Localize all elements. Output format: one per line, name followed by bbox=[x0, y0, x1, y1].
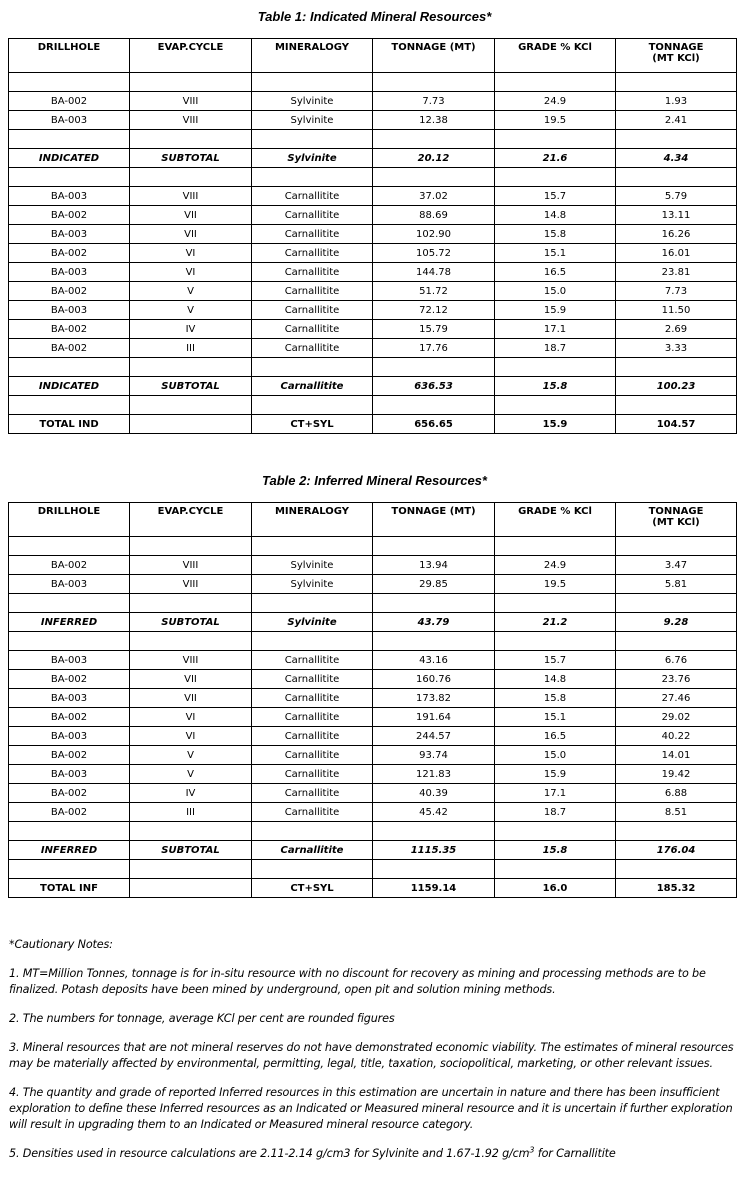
cell-evap-cycle: VI bbox=[130, 244, 252, 263]
table-row bbox=[9, 111, 737, 130]
table-row bbox=[9, 556, 737, 575]
cell-evap-cycle: SUBTOTAL bbox=[130, 613, 252, 632]
cell-tonnage-mt-kcl: 27.46 bbox=[616, 689, 737, 708]
cell-grade-kcl: 15.1 bbox=[495, 244, 616, 263]
cell-grade-kcl: 24.9 bbox=[495, 556, 616, 575]
table-row bbox=[9, 282, 737, 301]
cell-grade-kcl bbox=[495, 396, 616, 415]
cell-evap-cycle: VI bbox=[130, 263, 252, 282]
cell-evap-cycle: VIII bbox=[130, 575, 252, 594]
note-1: 1. MT=Million Tonnes, tonnage is for in-situ resource with no discount for recovery as mining and processing methods are to be finalized. Potash deposits have been mined by underground, open pit and solution mining methods. bbox=[9, 967, 706, 996]
cell-mineralogy bbox=[252, 632, 373, 651]
cell-tonnage-mt: 37.02 bbox=[373, 187, 495, 206]
cell-tonnage-mt: 656.65 bbox=[373, 415, 495, 434]
total-row bbox=[9, 879, 737, 898]
cell-tonnage-mt-kcl: 9.28 bbox=[616, 613, 737, 632]
table-row bbox=[9, 225, 737, 244]
cell-tonnage-mt bbox=[373, 168, 495, 187]
cell-tonnage-mt: 1115.35 bbox=[373, 841, 495, 860]
total-row bbox=[9, 415, 737, 434]
cell-tonnage-mt: 17.76 bbox=[373, 339, 495, 358]
table-row bbox=[9, 708, 737, 727]
cell-tonnage-mt: 121.83 bbox=[373, 765, 495, 784]
cell-drillhole bbox=[9, 594, 130, 613]
cell-mineralogy bbox=[252, 537, 373, 556]
cell-mineralogy: Carnallitite bbox=[252, 784, 373, 803]
table1-title: Table 1: Indicated Mineral Resources* bbox=[257, 9, 492, 24]
cell-tonnage-mt: 45.42 bbox=[373, 803, 495, 822]
cell-tonnage-mt-kcl: 40.22 bbox=[616, 727, 737, 746]
cell-tonnage-mt-kcl bbox=[616, 632, 737, 651]
cell-drillhole: BA-003 bbox=[9, 111, 130, 130]
cell-tonnage-mt-kcl bbox=[616, 860, 737, 879]
cell-drillhole: BA-002 bbox=[9, 670, 130, 689]
cell-tonnage-mt bbox=[373, 73, 495, 92]
cell-mineralogy: Carnallitite bbox=[252, 263, 373, 282]
cell-drillhole bbox=[9, 860, 130, 879]
cell-tonnage-mt-kcl: 104.57 bbox=[616, 415, 737, 434]
cell-evap-cycle: VIII bbox=[130, 92, 252, 111]
cell-evap-cycle: IV bbox=[130, 320, 252, 339]
cell-tonnage-mt-kcl: 2.69 bbox=[616, 320, 737, 339]
table-row bbox=[9, 803, 737, 822]
cell-mineralogy bbox=[252, 594, 373, 613]
cell-mineralogy: Carnallitite bbox=[252, 301, 373, 320]
header-mineralogy: MINERALOGY bbox=[252, 39, 373, 73]
cell-tonnage-mt: 43.16 bbox=[373, 651, 495, 670]
cell-evap-cycle bbox=[130, 130, 252, 149]
cell-mineralogy: Carnallitite bbox=[252, 377, 373, 396]
cell-mineralogy: Carnallitite bbox=[252, 187, 373, 206]
cell-mineralogy bbox=[252, 358, 373, 377]
cell-tonnage-mt: 43.79 bbox=[373, 613, 495, 632]
cell-tonnage-mt-kcl bbox=[616, 358, 737, 377]
table-row bbox=[9, 206, 737, 225]
header-mineralogy: MINERALOGY bbox=[252, 503, 373, 537]
cell-drillhole bbox=[9, 130, 130, 149]
cell-mineralogy: Carnallitite bbox=[252, 225, 373, 244]
cell-tonnage-mt: 636.53 bbox=[373, 377, 495, 396]
cell-grade-kcl: 15.0 bbox=[495, 746, 616, 765]
cell-drillhole: BA-003 bbox=[9, 575, 130, 594]
blank-row bbox=[9, 130, 737, 149]
cell-grade-kcl bbox=[495, 537, 616, 556]
cell-tonnage-mt-kcl bbox=[616, 822, 737, 841]
table-row bbox=[9, 746, 737, 765]
cell-grade-kcl bbox=[495, 632, 616, 651]
cell-tonnage-mt bbox=[373, 822, 495, 841]
cell-drillhole: BA-003 bbox=[9, 765, 130, 784]
header-evap-cycle: EVAP.CYCLE bbox=[130, 39, 252, 73]
cell-tonnage-mt-kcl bbox=[616, 594, 737, 613]
cell-grade-kcl: 17.1 bbox=[495, 784, 616, 803]
cell-drillhole: BA-003 bbox=[9, 651, 130, 670]
cell-mineralogy bbox=[252, 396, 373, 415]
cell-tonnage-mt: 20.12 bbox=[373, 149, 495, 168]
cell-mineralogy: Carnallitite bbox=[252, 670, 373, 689]
cell-grade-kcl bbox=[495, 822, 616, 841]
cell-drillhole: BA-002 bbox=[9, 784, 130, 803]
note-4: 4. The quantity and grade of reported Inferred resources in this estimation are uncertain in nature and there has been insufficient exploration to define these Inferred resources as an Indicated or Measured mineral resource and it is uncertain if further exploration will result in upgrading them to an Indicated or Measured mineral resource category. bbox=[9, 1086, 733, 1131]
cell-drillhole: INFERRED bbox=[9, 841, 130, 860]
cell-drillhole: BA-002 bbox=[9, 244, 130, 263]
cell-tonnage-mt: 72.12 bbox=[373, 301, 495, 320]
cell-tonnage-mt-kcl: 3.33 bbox=[616, 339, 737, 358]
cell-tonnage-mt: 1159.14 bbox=[373, 879, 495, 898]
cell-tonnage-mt bbox=[373, 396, 495, 415]
subtotal-row bbox=[9, 377, 737, 396]
cell-grade-kcl: 15.9 bbox=[495, 415, 616, 434]
inferred-resources-table bbox=[8, 502, 737, 898]
cell-drillhole: BA-003 bbox=[9, 225, 130, 244]
header-drillhole: DRILLHOLE bbox=[9, 39, 130, 73]
indicated-resources-table bbox=[8, 38, 737, 434]
table-row bbox=[9, 339, 737, 358]
cell-evap-cycle bbox=[130, 168, 252, 187]
cell-evap-cycle: VIII bbox=[130, 556, 252, 575]
cell-drillhole: TOTAL IND bbox=[9, 415, 130, 434]
table-header-row bbox=[9, 39, 737, 73]
cell-grade-kcl: 15.8 bbox=[495, 689, 616, 708]
header-tonnage-mt: TONNAGE (MT) bbox=[373, 503, 495, 537]
cell-drillhole: BA-002 bbox=[9, 556, 130, 575]
cell-evap-cycle bbox=[130, 396, 252, 415]
cell-tonnage-mt bbox=[373, 130, 495, 149]
table-row bbox=[9, 575, 737, 594]
cell-drillhole bbox=[9, 168, 130, 187]
cell-drillhole bbox=[9, 358, 130, 377]
header-drillhole: DRILLHOLE bbox=[9, 503, 130, 537]
cell-drillhole: INFERRED bbox=[9, 613, 130, 632]
header-grade-kcl: GRADE % KCl bbox=[495, 39, 616, 73]
cell-mineralogy bbox=[252, 73, 373, 92]
table-row bbox=[9, 320, 737, 339]
header-tonnage-mt-kcl: TONNAGE (MT KCl) bbox=[616, 503, 737, 537]
cell-evap-cycle: III bbox=[130, 339, 252, 358]
cell-drillhole: BA-003 bbox=[9, 689, 130, 708]
cell-tonnage-mt-kcl: 14.01 bbox=[616, 746, 737, 765]
cell-evap-cycle: V bbox=[130, 301, 252, 320]
header-tonnage-mt: TONNAGE (MT) bbox=[373, 39, 495, 73]
cell-drillhole: BA-002 bbox=[9, 708, 130, 727]
cell-grade-kcl: 15.9 bbox=[495, 301, 616, 320]
table-row bbox=[9, 727, 737, 746]
cell-tonnage-mt-kcl: 3.47 bbox=[616, 556, 737, 575]
cell-tonnage-mt: 191.64 bbox=[373, 708, 495, 727]
cell-evap-cycle bbox=[130, 358, 252, 377]
cell-drillhole bbox=[9, 73, 130, 92]
cell-tonnage-mt-kcl bbox=[616, 537, 737, 556]
cell-drillhole bbox=[9, 632, 130, 651]
cell-tonnage-mt-kcl bbox=[616, 396, 737, 415]
cell-tonnage-mt-kcl: 6.88 bbox=[616, 784, 737, 803]
cell-evap-cycle: III bbox=[130, 803, 252, 822]
cell-grade-kcl bbox=[495, 594, 616, 613]
cell-tonnage-mt bbox=[373, 537, 495, 556]
cell-grade-kcl: 15.7 bbox=[495, 651, 616, 670]
table-row bbox=[9, 651, 737, 670]
cell-drillhole: BA-003 bbox=[9, 301, 130, 320]
cell-evap-cycle: VIII bbox=[130, 187, 252, 206]
cell-drillhole bbox=[9, 822, 130, 841]
notes-heading: *Cautionary Notes: bbox=[9, 938, 113, 951]
cell-grade-kcl: 16.0 bbox=[495, 879, 616, 898]
cell-tonnage-mt-kcl: 1.93 bbox=[616, 92, 737, 111]
cell-evap-cycle bbox=[130, 822, 252, 841]
cell-tonnage-mt: 244.57 bbox=[373, 727, 495, 746]
cell-evap-cycle: V bbox=[130, 282, 252, 301]
cell-evap-cycle: VIII bbox=[130, 651, 252, 670]
cell-drillhole: BA-002 bbox=[9, 92, 130, 111]
cell-mineralogy: CT+SYL bbox=[252, 415, 373, 434]
cell-mineralogy: Carnallitite bbox=[252, 727, 373, 746]
cell-grade-kcl: 16.5 bbox=[495, 727, 616, 746]
cell-tonnage-mt-kcl: 8.51 bbox=[616, 803, 737, 822]
cell-evap-cycle: SUBTOTAL bbox=[130, 377, 252, 396]
cell-evap-cycle: VII bbox=[130, 206, 252, 225]
cell-mineralogy bbox=[252, 860, 373, 879]
note-3: 3. Mineral resources that are not mineral reserves do not have demonstrated economic viability. The estimates of mineral resources may be materially affected by environmental, permitting, legal, title, taxation, sociopolitical, marketing, or other relevant issues. bbox=[9, 1041, 734, 1070]
cell-mineralogy bbox=[252, 822, 373, 841]
cell-tonnage-mt-kcl: 176.04 bbox=[616, 841, 737, 860]
cell-drillhole: BA-002 bbox=[9, 320, 130, 339]
cell-grade-kcl: 21.2 bbox=[495, 613, 616, 632]
cell-tonnage-mt-kcl: 5.79 bbox=[616, 187, 737, 206]
subtotal-row bbox=[9, 613, 737, 632]
cell-drillhole: BA-002 bbox=[9, 282, 130, 301]
cell-tonnage-mt-kcl bbox=[616, 73, 737, 92]
cell-tonnage-mt-kcl: 23.76 bbox=[616, 670, 737, 689]
cell-mineralogy: Sylvinite bbox=[252, 575, 373, 594]
cell-mineralogy: Carnallitite bbox=[252, 651, 373, 670]
cell-tonnage-mt: 88.69 bbox=[373, 206, 495, 225]
blank-row bbox=[9, 358, 737, 377]
cell-grade-kcl: 24.9 bbox=[495, 92, 616, 111]
blank-row bbox=[9, 73, 737, 92]
note-5: 5. Densities used in resource calculations are 2.11-2.14 g/cm3 for Sylvinite and 1.67-1.92 $g/cm^3$ for Carnallitite bbox=[9, 1145, 616, 1160]
cell-grade-kcl: 15.8 bbox=[495, 377, 616, 396]
cell-tonnage-mt-kcl bbox=[616, 130, 737, 149]
cell-evap-cycle: VII bbox=[130, 670, 252, 689]
cell-tonnage-mt-kcl: 185.32 bbox=[616, 879, 737, 898]
cell-evap-cycle: VI bbox=[130, 727, 252, 746]
cell-tonnage-mt: 93.74 bbox=[373, 746, 495, 765]
cell-tonnage-mt: 160.76 bbox=[373, 670, 495, 689]
table-row bbox=[9, 187, 737, 206]
header-tonnage-mt-kcl: TONNAGE (MT KCl) bbox=[616, 39, 737, 73]
cell-grade-kcl: 18.7 bbox=[495, 803, 616, 822]
subtotal-row bbox=[9, 841, 737, 860]
subtotal-row bbox=[9, 149, 737, 168]
cell-grade-kcl: 19.5 bbox=[495, 575, 616, 594]
cell-tonnage-mt: 12.38 bbox=[373, 111, 495, 130]
cell-grade-kcl bbox=[495, 73, 616, 92]
blank-row bbox=[9, 822, 737, 841]
cell-evap-cycle bbox=[130, 879, 252, 898]
cell-drillhole: BA-002 bbox=[9, 206, 130, 225]
cell-tonnage-mt-kcl: 23.81 bbox=[616, 263, 737, 282]
cell-grade-kcl: 18.7 bbox=[495, 339, 616, 358]
cell-tonnage-mt: 51.72 bbox=[373, 282, 495, 301]
cell-mineralogy: Carnallitite bbox=[252, 765, 373, 784]
cell-drillhole: TOTAL INF bbox=[9, 879, 130, 898]
cell-grade-kcl: 14.8 bbox=[495, 206, 616, 225]
cell-mineralogy: CT+SYL bbox=[252, 879, 373, 898]
cell-mineralogy: Sylvinite bbox=[252, 556, 373, 575]
cell-mineralogy: Carnallitite bbox=[252, 689, 373, 708]
table-row bbox=[9, 765, 737, 784]
cell-tonnage-mt-kcl: 7.73 bbox=[616, 282, 737, 301]
cell-grade-kcl bbox=[495, 130, 616, 149]
cell-mineralogy: Carnallitite bbox=[252, 746, 373, 765]
cell-drillhole: INDICATED bbox=[9, 149, 130, 168]
cell-evap-cycle bbox=[130, 537, 252, 556]
blank-row bbox=[9, 396, 737, 415]
cell-grade-kcl: 15.1 bbox=[495, 708, 616, 727]
cell-tonnage-mt: 7.73 bbox=[373, 92, 495, 111]
table-row bbox=[9, 263, 737, 282]
note-2: 2. The numbers for tonnage, average KCl per cent are rounded figures bbox=[9, 1012, 395, 1025]
cell-grade-kcl bbox=[495, 358, 616, 377]
cell-drillhole: BA-002 bbox=[9, 339, 130, 358]
cell-grade-kcl: 14.8 bbox=[495, 670, 616, 689]
cell-grade-kcl: 21.6 bbox=[495, 149, 616, 168]
cell-mineralogy: Carnallitite bbox=[252, 244, 373, 263]
cell-tonnage-mt-kcl: 13.11 bbox=[616, 206, 737, 225]
cell-grade-kcl: 15.8 bbox=[495, 225, 616, 244]
cell-tonnage-mt: 29.85 bbox=[373, 575, 495, 594]
cell-tonnage-mt bbox=[373, 860, 495, 879]
table-row bbox=[9, 92, 737, 111]
cell-mineralogy: Sylvinite bbox=[252, 92, 373, 111]
cell-drillhole: BA-002 bbox=[9, 803, 130, 822]
cell-tonnage-mt-kcl: 5.81 bbox=[616, 575, 737, 594]
table-header-row bbox=[9, 503, 737, 537]
cell-evap-cycle: VIII bbox=[130, 111, 252, 130]
cell-grade-kcl: 15.9 bbox=[495, 765, 616, 784]
cell-drillhole: INDICATED bbox=[9, 377, 130, 396]
cell-mineralogy: Carnallitite bbox=[252, 206, 373, 225]
table2-title: Table 2: Inferred Mineral Resources* bbox=[262, 473, 487, 488]
cell-mineralogy: Carnallitite bbox=[252, 339, 373, 358]
cell-tonnage-mt: 102.90 bbox=[373, 225, 495, 244]
cell-tonnage-mt: 144.78 bbox=[373, 263, 495, 282]
header-grade-kcl: GRADE % KCl bbox=[495, 503, 616, 537]
table-row bbox=[9, 784, 737, 803]
cell-mineralogy bbox=[252, 130, 373, 149]
cell-drillhole: BA-003 bbox=[9, 727, 130, 746]
cell-tonnage-mt-kcl: 16.01 bbox=[616, 244, 737, 263]
cell-grade-kcl: 15.8 bbox=[495, 841, 616, 860]
table-row bbox=[9, 244, 737, 263]
cell-drillhole: BA-002 bbox=[9, 746, 130, 765]
table-row bbox=[9, 670, 737, 689]
cell-evap-cycle: V bbox=[130, 765, 252, 784]
cell-mineralogy: Carnallitite bbox=[252, 282, 373, 301]
cell-evap-cycle: VII bbox=[130, 225, 252, 244]
cell-evap-cycle: IV bbox=[130, 784, 252, 803]
blank-row bbox=[9, 537, 737, 556]
cell-tonnage-mt bbox=[373, 358, 495, 377]
cell-evap-cycle bbox=[130, 73, 252, 92]
cell-tonnage-mt: 15.79 bbox=[373, 320, 495, 339]
cell-mineralogy: Sylvinite bbox=[252, 149, 373, 168]
cell-tonnage-mt bbox=[373, 632, 495, 651]
cell-mineralogy: Carnallitite bbox=[252, 841, 373, 860]
cell-drillhole: BA-003 bbox=[9, 187, 130, 206]
cell-mineralogy bbox=[252, 168, 373, 187]
cell-evap-cycle bbox=[130, 632, 252, 651]
cell-evap-cycle bbox=[130, 415, 252, 434]
cell-grade-kcl bbox=[495, 168, 616, 187]
table-row bbox=[9, 301, 737, 320]
cell-tonnage-mt-kcl: 6.76 bbox=[616, 651, 737, 670]
cell-grade-kcl bbox=[495, 860, 616, 879]
cell-tonnage-mt: 40.39 bbox=[373, 784, 495, 803]
cell-mineralogy: Sylvinite bbox=[252, 111, 373, 130]
cell-tonnage-mt-kcl: 2.41 bbox=[616, 111, 737, 130]
cell-drillhole bbox=[9, 396, 130, 415]
cell-tonnage-mt: 13.94 bbox=[373, 556, 495, 575]
cell-tonnage-mt-kcl bbox=[616, 168, 737, 187]
cell-mineralogy: Carnallitite bbox=[252, 320, 373, 339]
cell-drillhole bbox=[9, 537, 130, 556]
cell-evap-cycle bbox=[130, 860, 252, 879]
cell-grade-kcl: 19.5 bbox=[495, 111, 616, 130]
cell-mineralogy: Sylvinite bbox=[252, 613, 373, 632]
cell-evap-cycle bbox=[130, 594, 252, 613]
cell-tonnage-mt-kcl: 11.50 bbox=[616, 301, 737, 320]
cell-tonnage-mt-kcl: 16.26 bbox=[616, 225, 737, 244]
cell-evap-cycle: VI bbox=[130, 708, 252, 727]
blank-row bbox=[9, 632, 737, 651]
cell-mineralogy: Carnallitite bbox=[252, 708, 373, 727]
cell-evap-cycle: VII bbox=[130, 689, 252, 708]
cell-tonnage-mt: 173.82 bbox=[373, 689, 495, 708]
cell-evap-cycle: SUBTOTAL bbox=[130, 149, 252, 168]
cell-grade-kcl: 15.0 bbox=[495, 282, 616, 301]
blank-row bbox=[9, 168, 737, 187]
header-evap-cycle: EVAP.CYCLE bbox=[130, 503, 252, 537]
cell-mineralogy: Carnallitite bbox=[252, 803, 373, 822]
table-row bbox=[9, 689, 737, 708]
cell-grade-kcl: 17.1 bbox=[495, 320, 616, 339]
cell-tonnage-mt-kcl: 4.34 bbox=[616, 149, 737, 168]
blank-row bbox=[9, 860, 737, 879]
cell-tonnage-mt-kcl: 29.02 bbox=[616, 708, 737, 727]
cautionary-notes bbox=[9, 937, 734, 1162]
cell-grade-kcl: 16.5 bbox=[495, 263, 616, 282]
cell-tonnage-mt: 105.72 bbox=[373, 244, 495, 263]
cell-tonnage-mt bbox=[373, 594, 495, 613]
cell-grade-kcl: 15.7 bbox=[495, 187, 616, 206]
cell-tonnage-mt-kcl: 19.42 bbox=[616, 765, 737, 784]
blank-row bbox=[9, 594, 737, 613]
cell-evap-cycle: V bbox=[130, 746, 252, 765]
cell-drillhole: BA-003 bbox=[9, 263, 130, 282]
cell-evap-cycle: SUBTOTAL bbox=[130, 841, 252, 860]
cell-tonnage-mt-kcl: 100.23 bbox=[616, 377, 737, 396]
